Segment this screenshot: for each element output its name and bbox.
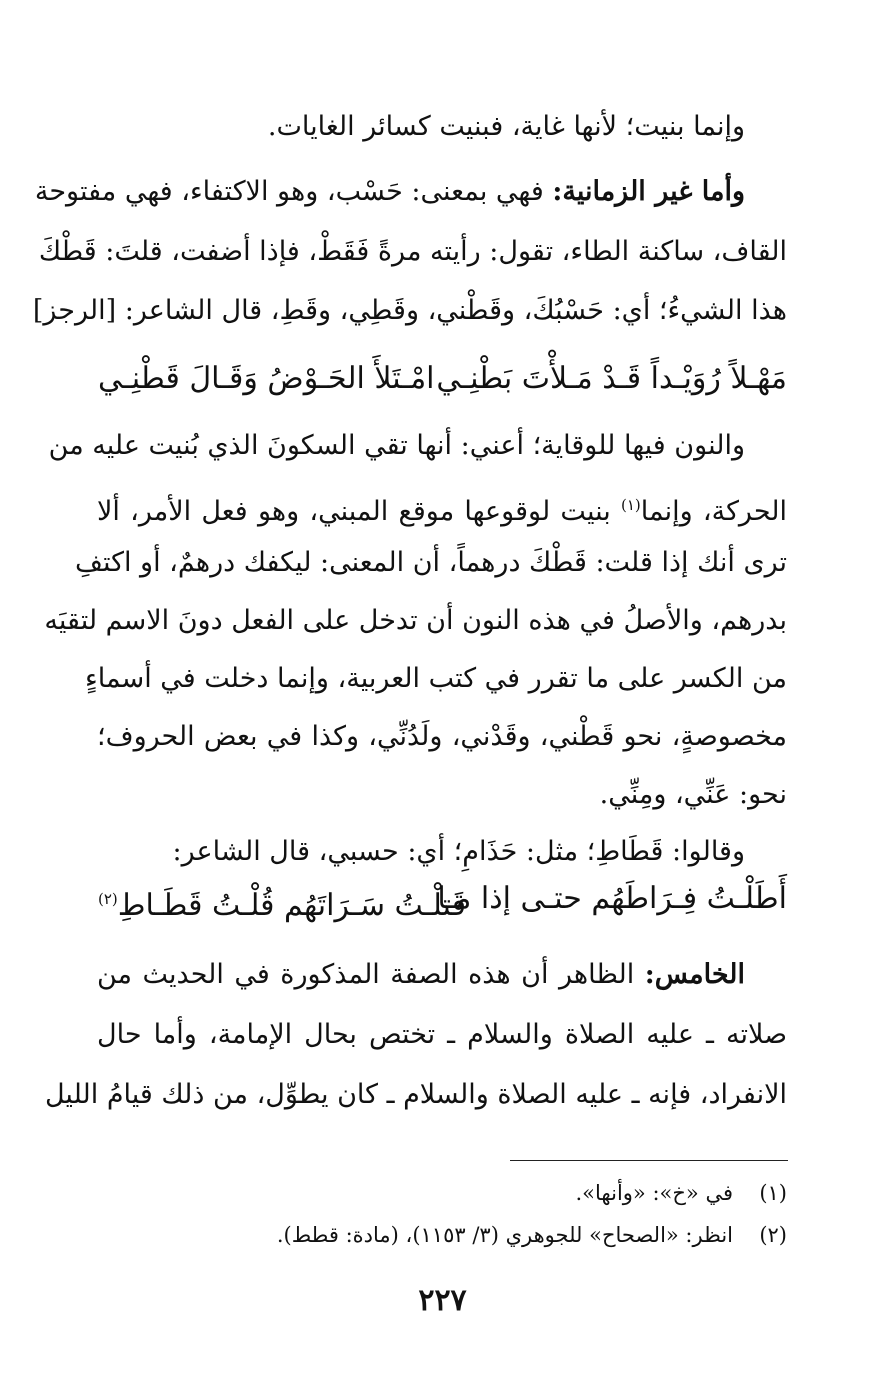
paragraph-2-line-3: هذا الشيءُ؛ أي: حَسْبُكَ، وقَطْني، وقَطِي، وقَطِ، قال الشاعر: [الرجز] <box>32 295 787 326</box>
paragraph-3-line-2 <box>97 485 787 532</box>
verse-1-hemistich-1: مَهْـلاً رُوَيْـداً قَـدْ مَـلأْتَ بَطْنِـي <box>436 361 787 396</box>
text: فهي بمعنى: حَسْب، وهو الاكتفاء، فهي مفتوحة <box>34 176 544 207</box>
paragraph-2-line-2: القاف، ساكنة الطاء، تقول: رأيته مرةً فَقَطْ، فإذا أضفت، قلتَ: قَطْكَ <box>38 236 787 267</box>
footnote-marker[interactable]: (١) <box>620 496 641 514</box>
bold-heading: الخامس: <box>644 959 745 990</box>
paragraph-4-line-1: وقالوا: قَطَاطِ؛ مثل: حَذَامِ؛ أي: حسبي، قال الشاعر: <box>172 836 745 867</box>
footnote-text: انظر: «الصحاح» للجوهري (٣/ ١١٥٣)، (مادة: قطط). <box>276 1223 733 1247</box>
verse-1-hemistich-2: امْـتَلأَ الحَـوْضُ وَقَـالَ قَطْنِـي <box>98 361 435 396</box>
paragraph-2-line-1 <box>34 172 745 212</box>
paragraph-3-line-7: نحو: عَنِّي، ومِنِّي. <box>599 779 787 810</box>
paragraph-5-line-2: صلاته ـ عليه الصلاة والسلام ـ تختص بحال الإمامة، وأما حال <box>97 1019 787 1050</box>
footnote-text: في «خ»: «وأنها». <box>575 1181 733 1205</box>
paragraph-3-line-5: من الكسر على ما تقرر في كتب العربية، وإنما دخلت في أسماءٍ <box>85 663 787 694</box>
paragraph-3-line-3: ترى أنك إذا قلت: قَطْكَ درهماً، أن المعنى: ليكفك درهمٌ، أو اكتفِ <box>75 547 787 578</box>
paragraph-1-line <box>97 107 745 147</box>
footnote-marker[interactable]: (٢) <box>98 890 118 908</box>
text: بنيت لوقوعها موقع المبني، وهو فعل الأمر، ألا <box>97 496 611 527</box>
paragraph-5-line-3: الانفراد، فإنه ـ عليه الصلاة والسلام ـ كان يطوِّل، من ذلك قيامُ الليل <box>44 1079 787 1110</box>
verse-2-hemistich-2 <box>98 877 466 928</box>
text: وإنما بنيت؛ لأنها غاية، فبنيت كسائر الغايات. <box>267 111 745 142</box>
bold-heading: وأما غير الزمانية: <box>552 176 745 207</box>
footnote-number: (٢) <box>759 1223 787 1247</box>
text: قَتلْـتُ سَـرَاتَهُم قُلْـتُ قَطَـاطِ <box>117 888 467 923</box>
paragraph-3-line-1: والنون فيها للوقاية؛ أعني: أنها تقي السكونَ الذي بُنيت عليه من <box>48 430 745 461</box>
paragraph-3-line-4: بدرهم، والأصلُ في هذه النون أن تدخل على الفعل دونَ الاسم لتقيَه <box>44 605 787 636</box>
footnote-1 <box>97 1177 787 1209</box>
text: الظاهر أن هذه الصفة المذكورة في الحديث من <box>97 959 635 990</box>
footnote-2 <box>97 1219 787 1251</box>
text: الحركة، وإنما <box>640 496 787 527</box>
footnote-number: (١) <box>759 1181 787 1205</box>
verse-2-hemistich-1: أَطَلْـتُ فِـرَاطَهُم حتـى إذا مـا <box>437 881 787 916</box>
page-number: ٢٢٧ <box>418 1283 467 1318</box>
paragraph-3-line-6: مخصوصةٍ، نحو قَطْني، وقَدْني، ولَدُنِّي، وكذا في بعض الحروف؛ <box>97 721 787 752</box>
footnote-separator <box>510 1160 788 1161</box>
paragraph-5-line-1 <box>97 955 745 995</box>
